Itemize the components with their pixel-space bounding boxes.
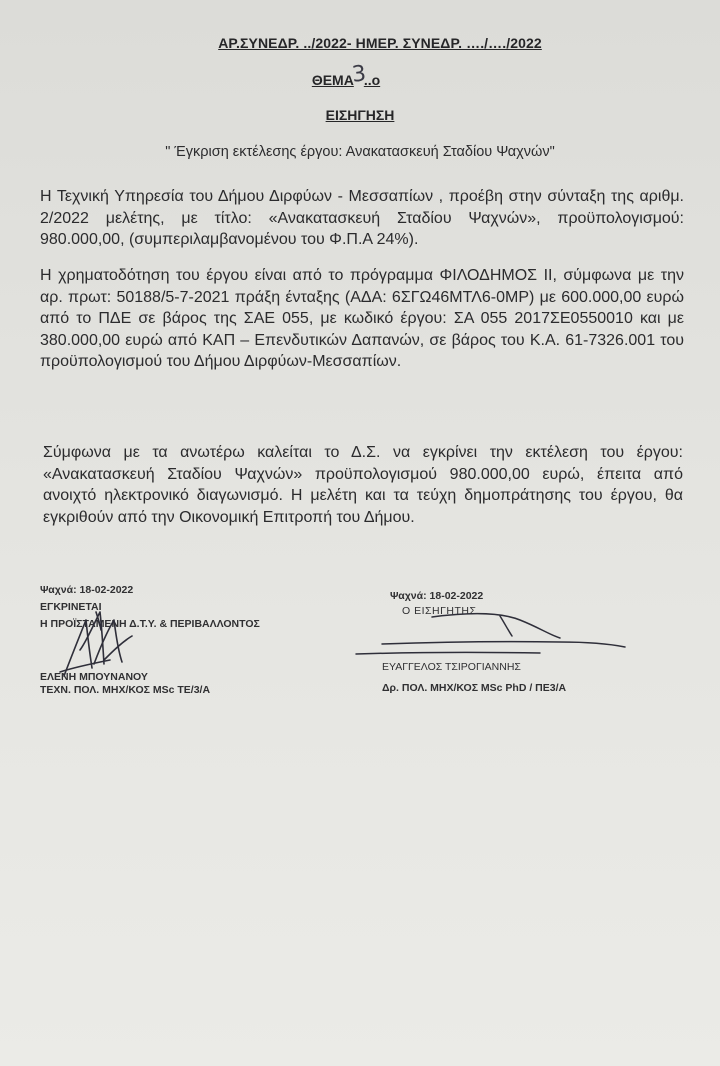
- left-signatory-name: ΕΛΕΝΗ ΜΠΟΥΝΑΝΟΥ: [40, 671, 148, 683]
- right-role-label: Ο ΕΙΣΗΓΗΤΗΣ: [402, 605, 477, 617]
- right-signatory-name: ΕΥΑΓΓΕΛΟΣ ΤΣΙΡΟΓΙΑΝΝΗΣ: [382, 661, 521, 673]
- body-paragraph-request: Σύμφωνα με τα ανωτέρω καλείται το Δ.Σ. να εγκρίνει την εκτέλεση του έργου: «Ανακατασκευή Σταδίου Ψαχνών» προϋπολογισμού 980.000,00 ευρώ, έπειτα από ανοιχτό ηλεκτρονικό διαγωνισμό. Η μελέτη και τα τεύχη δημοπράτησης του έργου, θα εγκριθούν από την Οικονομική Επιτροπή του Δήμου.: [43, 444, 683, 526]
- body-paragraph-study: Η Τεχνική Υπηρεσία του Δήμου Διρφύων - Μεσσαπίων , προέβη στην σύνταξη της αριθμ. 2/2022 μελέτης, με τίτλο: «Ανακατασκευή Σταδίου Ψαχνών», προϋπολογισμού: 980.000,00, (συμπεριλαμβανομένου του Φ.Π.Α 24%).: [40, 188, 684, 249]
- proposal-heading: ΕΙΣΗΓΗΣΗ: [325, 107, 395, 123]
- session-reference-line: ΑΡ.ΣΥΝΕΔΡ. ../2022- ΗΜΕΡ. ΣΥΝΕΔΡ. …./…./2022: [218, 35, 542, 51]
- handwritten-topic-number: 3: [350, 61, 368, 88]
- left-head-title: Η ΠΡΟΪΣΤΑΜΕΝΗ Δ.Τ.Υ. & ΠΕΡΙΒΑΛΛΟΝΤΟΣ: [40, 618, 260, 630]
- left-signatory-position: ΤΕΧΝ. ΠΟΛ. ΜΗΧ/ΚΟΣ MSc ΤΕ/3/Α: [40, 684, 211, 696]
- subject-line: " Έγκριση εκτέλεσης έργου: Ανακατασκευή Σταδίου Ψαχνών": [165, 144, 555, 160]
- topic-heading: [0, 61, 706, 91]
- left-approval-label: ΕΓΚΡΙΝΕΤΑΙ: [40, 601, 102, 613]
- topic-prefix: ΘΕΜΑ: [311, 72, 354, 88]
- right-signatory-position: Δρ. ΠΟΛ. ΜΗΧ/ΚΟΣ MSc PhD / ΠΕ3/Α: [382, 682, 567, 694]
- right-handwritten-signature: [356, 614, 625, 654]
- right-signature-date: Ψαχνά: 18-02-2022: [390, 590, 484, 602]
- body-paragraph-funding: Η χρηματοδότηση του έργου είναι από το πρόγραμμα ΦΙΛΟΔΗΜΟΣ ΙΙ, σύμφωνα με την αρ. πρωτ: 50188/5-7-2021 πράξη ένταξης (ΑΔΑ: 6ΣΓΩ46ΜΤΛ6-0ΜΡ) με 600.000,00 ευρώ από το ΠΔΕ σε βάρος της ΣΑΕ 055, με κωδικό έργου: ΣΑ 055 2017ΣΕ0550010 και με 380.000,00 ευρώ από ΚΑΠ – Επενδυτικών Δαπανών, σε βάρος του Κ.Α. 61-7326.001 του προϋπολογισμού του Δήμου Διρφύων-Μεσσαπίων.: [40, 267, 684, 371]
- topic-suffix: ..ο: [363, 72, 381, 88]
- left-signature-date: Ψαχνά: 18-02-2022: [40, 584, 134, 596]
